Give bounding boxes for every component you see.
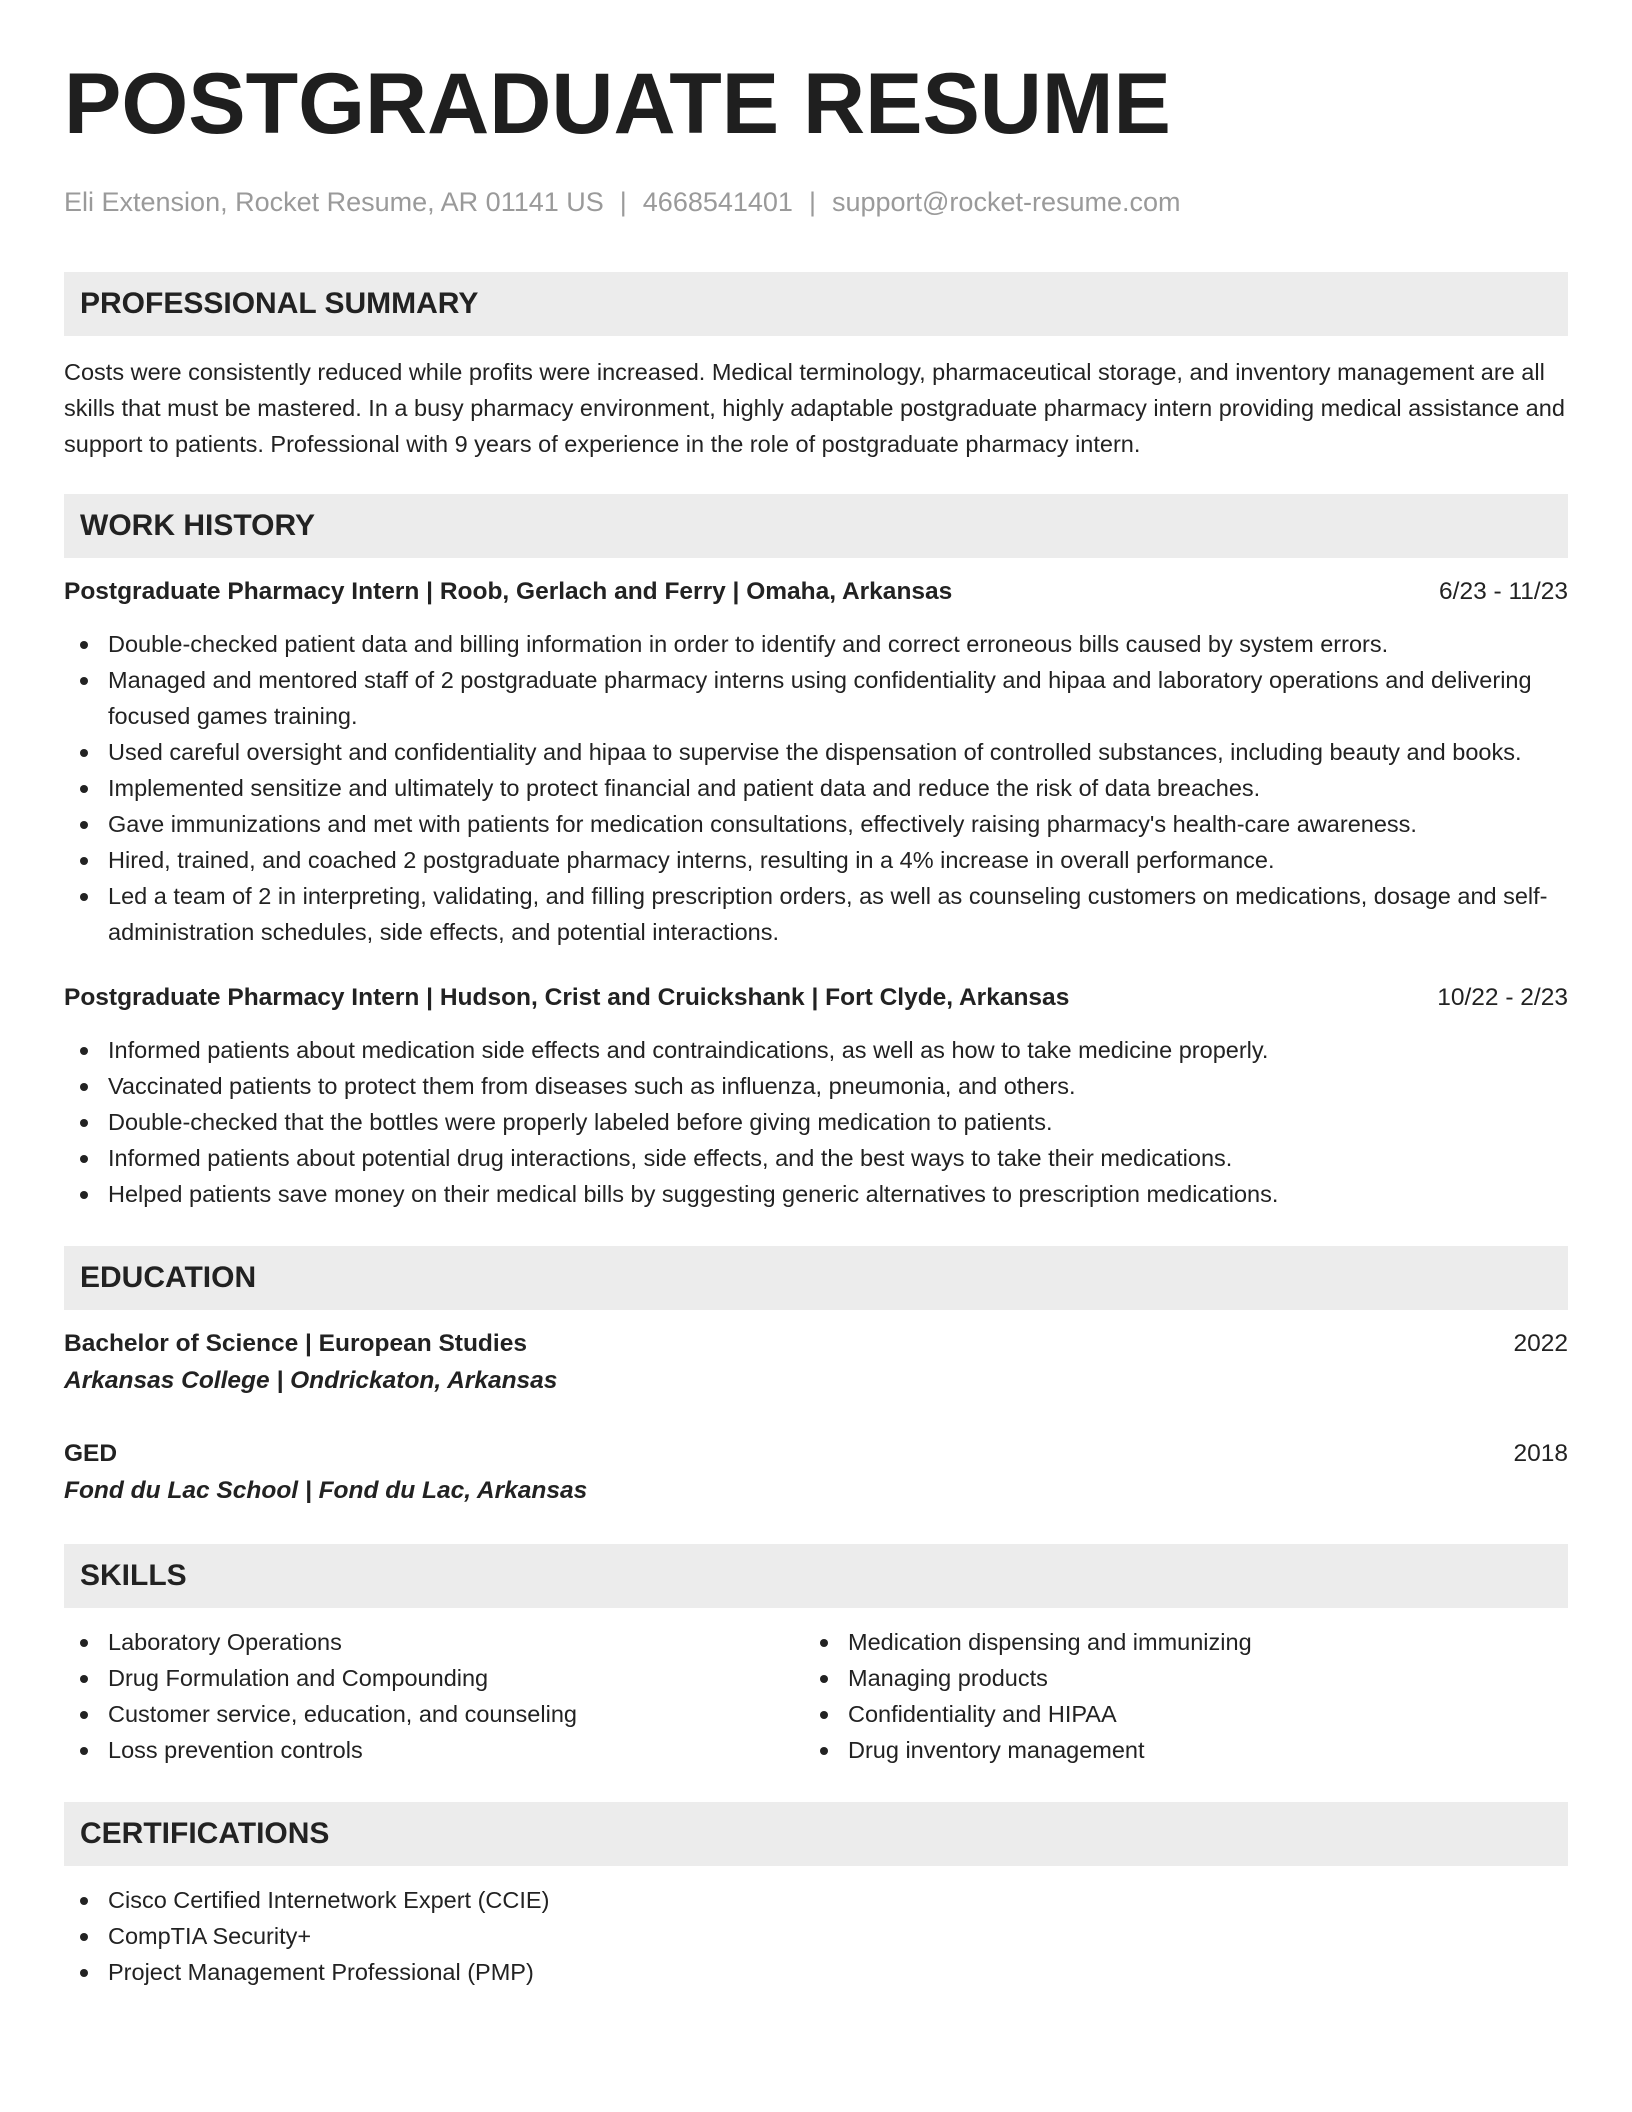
job-bullet: Led a team of 2 in interpreting, validating, and filling prescription orders, as well as counseling customers on medications, dosage and self-administration schedules, side effects, and potential interactions. xyxy=(64,878,1568,950)
job-bullet-list xyxy=(64,626,1568,950)
section-header-education: EDUCATION xyxy=(64,1246,1568,1310)
job-header xyxy=(64,980,1568,1016)
skill-item: Medication dispensing and immunizing xyxy=(804,1624,1544,1660)
job-bullet: Gave immunizations and met with patients for medication consultations, effectively raising pharmacy's health-care awareness. xyxy=(64,806,1568,842)
skill-item: Laboratory Operations xyxy=(64,1624,804,1660)
job-bullet-list xyxy=(64,1032,1568,1212)
job-dates: 6/23 - 11/23 xyxy=(1439,578,1568,605)
job-bullet: Vaccinated patients to protect them from diseases such as influenza, pneumonia, and others. xyxy=(64,1068,1568,1104)
skill-item: Drug Formulation and Compounding xyxy=(64,1660,804,1696)
job-bullet: Informed patients about medication side effects and contraindications, as well as how to take medicine properly. xyxy=(64,1032,1568,1068)
job-bullet: Helped patients save money on their medical bills by suggesting generic alternatives to prescription medications. xyxy=(64,1176,1568,1212)
certification-item: Project Management Professional (PMP) xyxy=(64,1954,1568,1990)
education-year: 2018 xyxy=(1513,1440,1568,1467)
skills-column-right xyxy=(804,1624,1544,1768)
contact-email: support@rocket-resume.com xyxy=(831,187,1181,217)
job-bullet: Implemented sensitize and ultimately to protect financial and patient data and reduce the risk of data breaches. xyxy=(64,770,1568,806)
contact-separator: | xyxy=(808,187,816,217)
certifications-list xyxy=(64,1882,1568,1990)
skill-item: Customer service, education, and counseling xyxy=(64,1696,804,1732)
education-header xyxy=(64,1326,1568,1362)
job-bullet: Managed and mentored staff of 2 postgraduate pharmacy interns using confidentiality and hipaa and laboratory operations and delivering focused games training. xyxy=(64,662,1568,734)
job-title: Postgraduate Pharmacy Intern | Hudson, Crist and Cruickshank | Fort Clyde, Arkansas xyxy=(64,984,1070,1011)
job-bullet: Used careful oversight and confidentiality and hipaa to supervise the dispensation of controlled substances, including beauty and books. xyxy=(64,734,1568,770)
education-year: 2022 xyxy=(1513,1330,1568,1357)
job-bullet: Hired, trained, and coached 2 postgraduate pharmacy interns, resulting in a 4% increase in overall performance. xyxy=(64,842,1568,878)
skills-list xyxy=(804,1624,1544,1768)
education-degree: GED xyxy=(64,1440,118,1467)
certifications-block xyxy=(64,1882,1568,1990)
skill-item: Loss prevention controls xyxy=(64,1732,804,1768)
skill-item: Managing products xyxy=(804,1660,1544,1696)
section-header-certifications: CERTIFICATIONS xyxy=(64,1802,1568,1866)
job-dates: 10/22 - 2/23 xyxy=(1437,984,1568,1011)
skills-list xyxy=(64,1624,804,1768)
contact-separator: | xyxy=(619,187,627,217)
section-header-work-history: WORK HISTORY xyxy=(64,494,1568,558)
skills-column-left xyxy=(64,1624,804,1768)
resume-title: POSTGRADUATE RESUME xyxy=(64,56,1171,152)
contact-address: Eli Extension, Rocket Resume, AR 01141 US xyxy=(64,187,604,217)
job-bullet: Double-checked patient data and billing information in order to identify and correct erroneous bills caused by system errors. xyxy=(64,626,1568,662)
skill-item: Confidentiality and HIPAA xyxy=(804,1696,1544,1732)
job-header xyxy=(64,574,1568,610)
contact-phone: 4668541401 xyxy=(642,187,793,217)
contact-line xyxy=(64,186,1568,218)
education-degree: Bachelor of Science | European Studies xyxy=(64,1330,527,1357)
skills-grid xyxy=(64,1624,1568,1768)
certification-item: Cisco Certified Internetwork Expert (CCIE) xyxy=(64,1882,1568,1918)
education-school: Arkansas College | Ondrickaton, Arkansas xyxy=(64,1367,558,1394)
job-bullet: Double-checked that the bottles were properly labeled before giving medication to patients. xyxy=(64,1104,1568,1140)
job-bullet: Informed patients about potential drug interactions, side effects, and the best ways to take their medications. xyxy=(64,1140,1568,1176)
certification-item: CompTIA Security+ xyxy=(64,1918,1568,1954)
section-header-summary: PROFESSIONAL SUMMARY xyxy=(64,272,1568,336)
education-header xyxy=(64,1436,1568,1472)
education-entry xyxy=(64,1436,1568,1510)
summary-text: Costs were consistently reduced while profits were increased. Medical terminology, pharmaceutical storage, and inventory management are all skills that must be mastered. In a busy pharmacy environment, highly adaptable postgraduate pharmacy intern providing medical assistance and support to patients. Professional with 9 years of experience in the role of postgraduate pharmacy intern. xyxy=(64,359,1565,457)
education-school: Fond du Lac School | Fond du Lac, Arkansas xyxy=(64,1477,588,1504)
education-entry xyxy=(64,1326,1568,1400)
job-entry xyxy=(64,574,1568,950)
job-entry xyxy=(64,980,1568,1212)
section-header-skills: SKILLS xyxy=(64,1544,1568,1608)
job-title: Postgraduate Pharmacy Intern | Roob, Gerlach and Ferry | Omaha, Arkansas xyxy=(64,578,953,605)
skill-item: Drug inventory management xyxy=(804,1732,1544,1768)
